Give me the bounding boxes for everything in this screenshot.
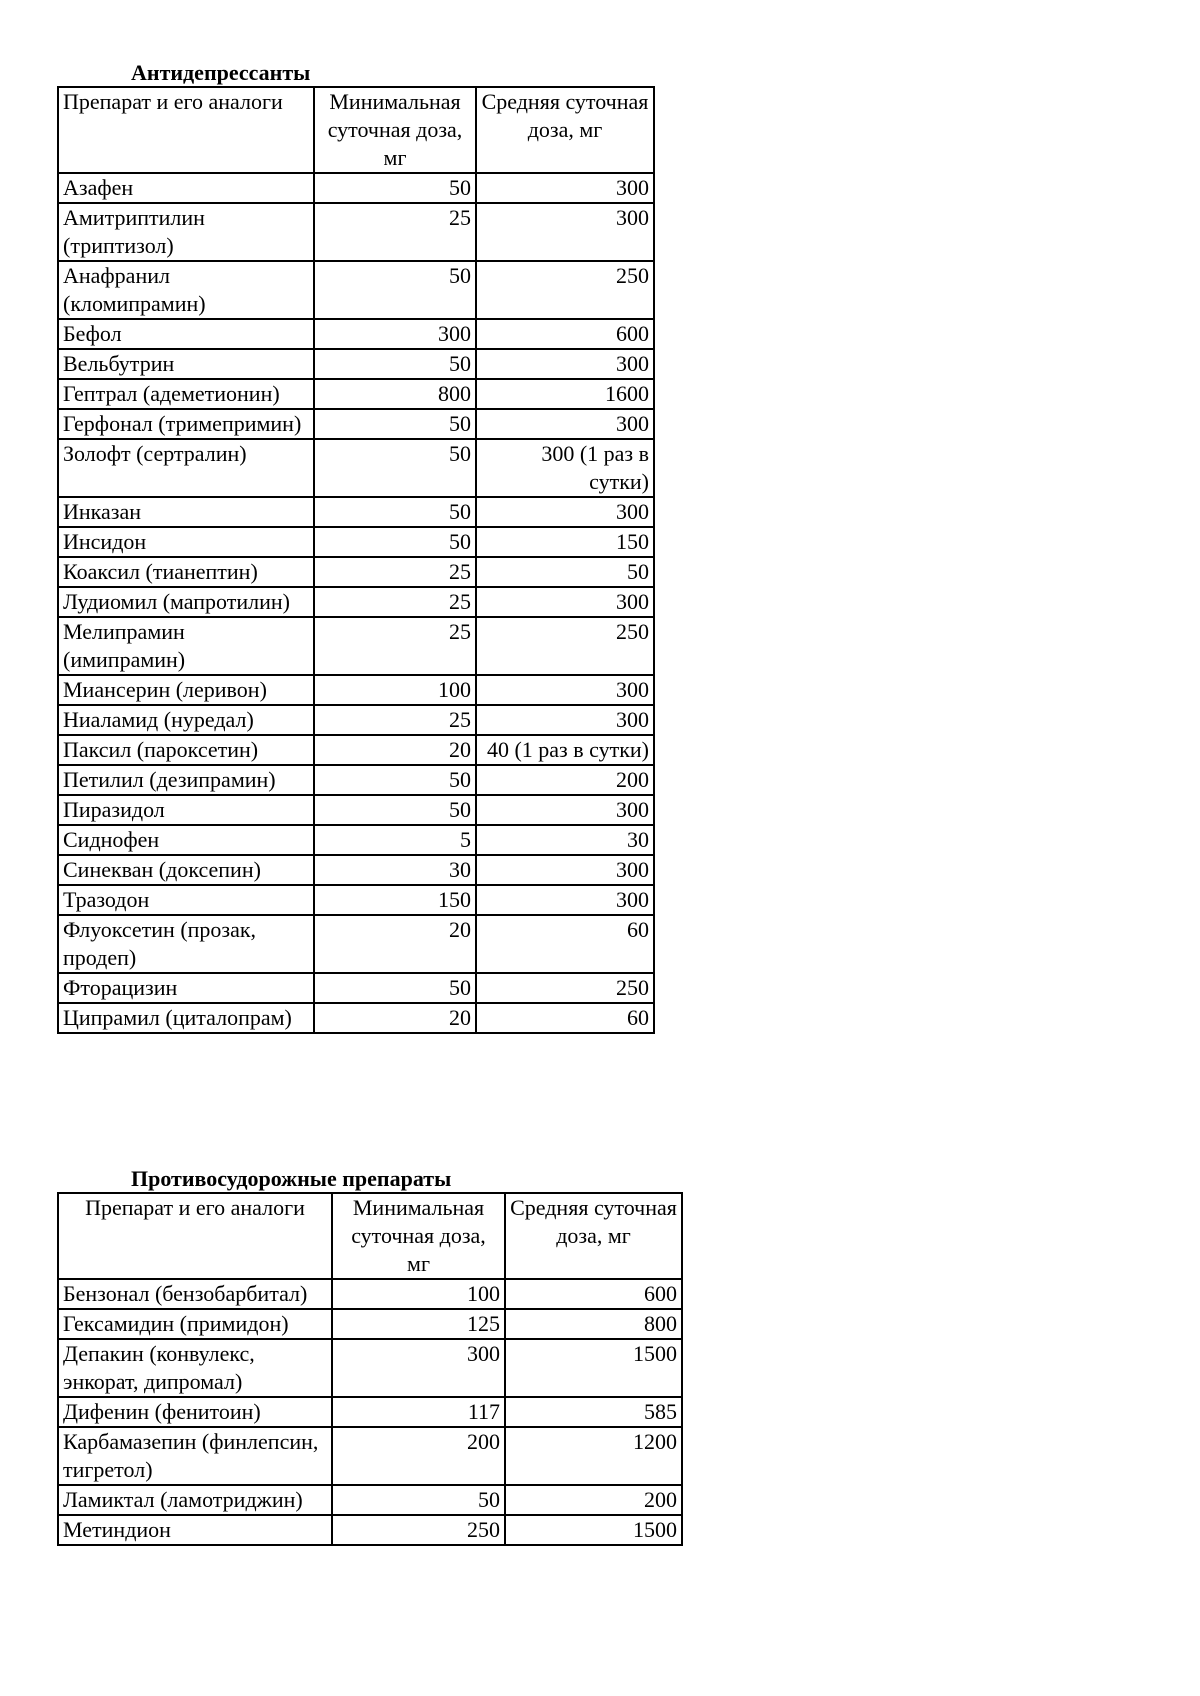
drug-name-cell: Бензонал (бензобарбитал) xyxy=(58,1279,332,1309)
drug-name-cell: Ниаламид (нуредал) xyxy=(58,705,314,735)
table-row xyxy=(58,203,654,261)
drug-name-cell: Вельбутрин xyxy=(58,349,314,379)
avg-dose-cell: 300 xyxy=(476,587,654,617)
table-row xyxy=(58,1485,682,1515)
drug-name-cell: Депакин (конвулекс, энкорат, дипромал) xyxy=(58,1339,332,1397)
drug-name-cell: Миансерин (леривон) xyxy=(58,675,314,705)
min-dose-cell: 100 xyxy=(332,1279,505,1309)
antidepressants-title xyxy=(131,60,310,86)
avg-dose-cell: 200 xyxy=(476,765,654,795)
drug-name-cell: Амитриптилин (триптизол) xyxy=(58,203,314,261)
table-row xyxy=(58,587,654,617)
drug-name-cell: Фторацизин xyxy=(58,973,314,1003)
min-dose-cell: 25 xyxy=(314,705,476,735)
anticonvulsants-title xyxy=(131,1166,451,1192)
drug-name-cell: Коаксил (тианептин) xyxy=(58,557,314,587)
min-dose-cell: 800 xyxy=(314,379,476,409)
min-dose-cell: 5 xyxy=(314,825,476,855)
min-dose-cell: 125 xyxy=(332,1309,505,1339)
min-dose-cell: 25 xyxy=(314,203,476,261)
min-dose-cell: 30 xyxy=(314,855,476,885)
table-row xyxy=(58,1003,654,1033)
drug-name-cell: Тразодон xyxy=(58,885,314,915)
avg-dose-cell: 300 (1 раз в сутки) xyxy=(476,439,654,497)
min-dose-cell: 20 xyxy=(314,915,476,973)
drug-name-cell: Пиразидол xyxy=(58,795,314,825)
avg-dose-cell: 600 xyxy=(476,319,654,349)
min-dose-cell: 50 xyxy=(314,973,476,1003)
min-dose-cell: 50 xyxy=(332,1485,505,1515)
min-dose-cell: 250 xyxy=(332,1515,505,1545)
avg-dose-cell: 1500 xyxy=(505,1339,682,1397)
table-row xyxy=(58,439,654,497)
table-row xyxy=(58,675,654,705)
table-row xyxy=(58,1309,682,1339)
drug-name-cell: Бефол xyxy=(58,319,314,349)
avg-dose-cell: 250 xyxy=(476,261,654,319)
min-dose-cell: 50 xyxy=(314,527,476,557)
table-row xyxy=(58,261,654,319)
antidepressants-table xyxy=(57,86,655,1034)
avg-dose-cell: 1200 xyxy=(505,1427,682,1485)
table-header-row xyxy=(58,87,654,173)
drug-name-cell: Сиднофен xyxy=(58,825,314,855)
avg-dose-cell: 200 xyxy=(505,1485,682,1515)
avg-dose-cell: 600 xyxy=(505,1279,682,1309)
table-row xyxy=(58,173,654,203)
min-dose-cell: 50 xyxy=(314,795,476,825)
drug-name-cell: Инсидон xyxy=(58,527,314,557)
drug-name-cell: Азафен xyxy=(58,173,314,203)
table-row xyxy=(58,825,654,855)
avg-dose-cell: 40 (1 раз в сутки) xyxy=(476,735,654,765)
drug-name-cell: Ламиктал (ламотриджин) xyxy=(58,1485,332,1515)
drug-name-cell: Ципрамил (циталопрам) xyxy=(58,1003,314,1033)
drug-name-cell: Лудиомил (мапротилин) xyxy=(58,587,314,617)
header-min-dose: Минимальная суточная доза, мг xyxy=(332,1193,505,1279)
avg-dose-cell: 300 xyxy=(476,795,654,825)
avg-dose-cell: 150 xyxy=(476,527,654,557)
drug-name-cell: Флуоксетин (прозак, продеп) xyxy=(58,915,314,973)
table-row xyxy=(58,497,654,527)
anticonvulsants-table xyxy=(57,1192,683,1546)
avg-dose-cell: 300 xyxy=(476,885,654,915)
avg-dose-cell: 60 xyxy=(476,1003,654,1033)
table-row xyxy=(58,735,654,765)
min-dose-cell: 150 xyxy=(314,885,476,915)
anticonvulsants-table-body xyxy=(58,1279,682,1545)
drug-name-cell: Петилил (дезипрамин) xyxy=(58,765,314,795)
avg-dose-cell: 300 xyxy=(476,705,654,735)
avg-dose-cell: 585 xyxy=(505,1397,682,1427)
table-row xyxy=(58,1339,682,1397)
table-row xyxy=(58,855,654,885)
min-dose-cell: 200 xyxy=(332,1427,505,1485)
table-row xyxy=(58,557,654,587)
table-row xyxy=(58,795,654,825)
drug-name-cell: Мелипрамин (имипрамин) xyxy=(58,617,314,675)
avg-dose-cell: 300 xyxy=(476,349,654,379)
table-row xyxy=(58,527,654,557)
avg-dose-cell: 60 xyxy=(476,915,654,973)
table-row xyxy=(58,349,654,379)
table-row xyxy=(58,885,654,915)
min-dose-cell: 50 xyxy=(314,349,476,379)
table-row xyxy=(58,705,654,735)
header-drug-name: Препарат и его аналоги xyxy=(58,87,314,173)
min-dose-cell: 20 xyxy=(314,735,476,765)
min-dose-cell: 50 xyxy=(314,439,476,497)
min-dose-cell: 300 xyxy=(332,1339,505,1397)
avg-dose-cell: 300 xyxy=(476,203,654,261)
avg-dose-cell: 800 xyxy=(505,1309,682,1339)
table-row xyxy=(58,379,654,409)
drug-name-cell: Гексамидин (примидон) xyxy=(58,1309,332,1339)
table-row xyxy=(58,915,654,973)
drug-name-cell: Гептрал (адеметионин) xyxy=(58,379,314,409)
drug-name-cell: Анафранил (кломипрамин) xyxy=(58,261,314,319)
avg-dose-cell: 250 xyxy=(476,617,654,675)
table-row xyxy=(58,1397,682,1427)
table-row xyxy=(58,765,654,795)
table-row xyxy=(58,1515,682,1545)
table-row xyxy=(58,1279,682,1309)
anticonvulsants-title-text: Противосудорожные препараты xyxy=(131,1166,452,1191)
table-row xyxy=(58,1427,682,1485)
avg-dose-cell: 250 xyxy=(476,973,654,1003)
avg-dose-cell: 300 xyxy=(476,675,654,705)
table-row xyxy=(58,319,654,349)
header-avg-dose: Средняя суточная доза, мг xyxy=(505,1193,682,1279)
table-header-row xyxy=(58,1193,682,1279)
header-drug-name: Препарат и его аналоги xyxy=(58,1193,332,1279)
avg-dose-cell: 300 xyxy=(476,409,654,439)
min-dose-cell: 117 xyxy=(332,1397,505,1427)
drug-name-cell: Синекван (доксепин) xyxy=(58,855,314,885)
avg-dose-cell: 30 xyxy=(476,825,654,855)
table-row xyxy=(58,617,654,675)
min-dose-cell: 50 xyxy=(314,497,476,527)
min-dose-cell: 100 xyxy=(314,675,476,705)
drug-name-cell: Карбамазепин (финлепсин, тигретол) xyxy=(58,1427,332,1485)
avg-dose-cell: 1600 xyxy=(476,379,654,409)
min-dose-cell: 50 xyxy=(314,409,476,439)
min-dose-cell: 25 xyxy=(314,617,476,675)
min-dose-cell: 300 xyxy=(314,319,476,349)
antidepressants-title-text: Антидепрессанты xyxy=(131,60,311,85)
drug-name-cell: Золофт (сертралин) xyxy=(58,439,314,497)
min-dose-cell: 20 xyxy=(314,1003,476,1033)
avg-dose-cell: 300 xyxy=(476,855,654,885)
min-dose-cell: 50 xyxy=(314,765,476,795)
table-row xyxy=(58,973,654,1003)
header-min-dose: Минимальная суточная доза, мг xyxy=(314,87,476,173)
drug-name-cell: Метиндион xyxy=(58,1515,332,1545)
header-avg-dose: Средняя суточная доза, мг xyxy=(476,87,654,173)
drug-name-cell: Герфонал (тримепримин) xyxy=(58,409,314,439)
antidepressants-table-body xyxy=(58,173,654,1033)
avg-dose-cell: 300 xyxy=(476,497,654,527)
avg-dose-cell: 300 xyxy=(476,173,654,203)
drug-name-cell: Дифенин (фенитоин) xyxy=(58,1397,332,1427)
drug-name-cell: Инказан xyxy=(58,497,314,527)
min-dose-cell: 25 xyxy=(314,587,476,617)
avg-dose-cell: 50 xyxy=(476,557,654,587)
avg-dose-cell: 1500 xyxy=(505,1515,682,1545)
min-dose-cell: 50 xyxy=(314,261,476,319)
min-dose-cell: 50 xyxy=(314,173,476,203)
drug-name-cell: Паксил (пароксетин) xyxy=(58,735,314,765)
min-dose-cell: 25 xyxy=(314,557,476,587)
table-row xyxy=(58,409,654,439)
